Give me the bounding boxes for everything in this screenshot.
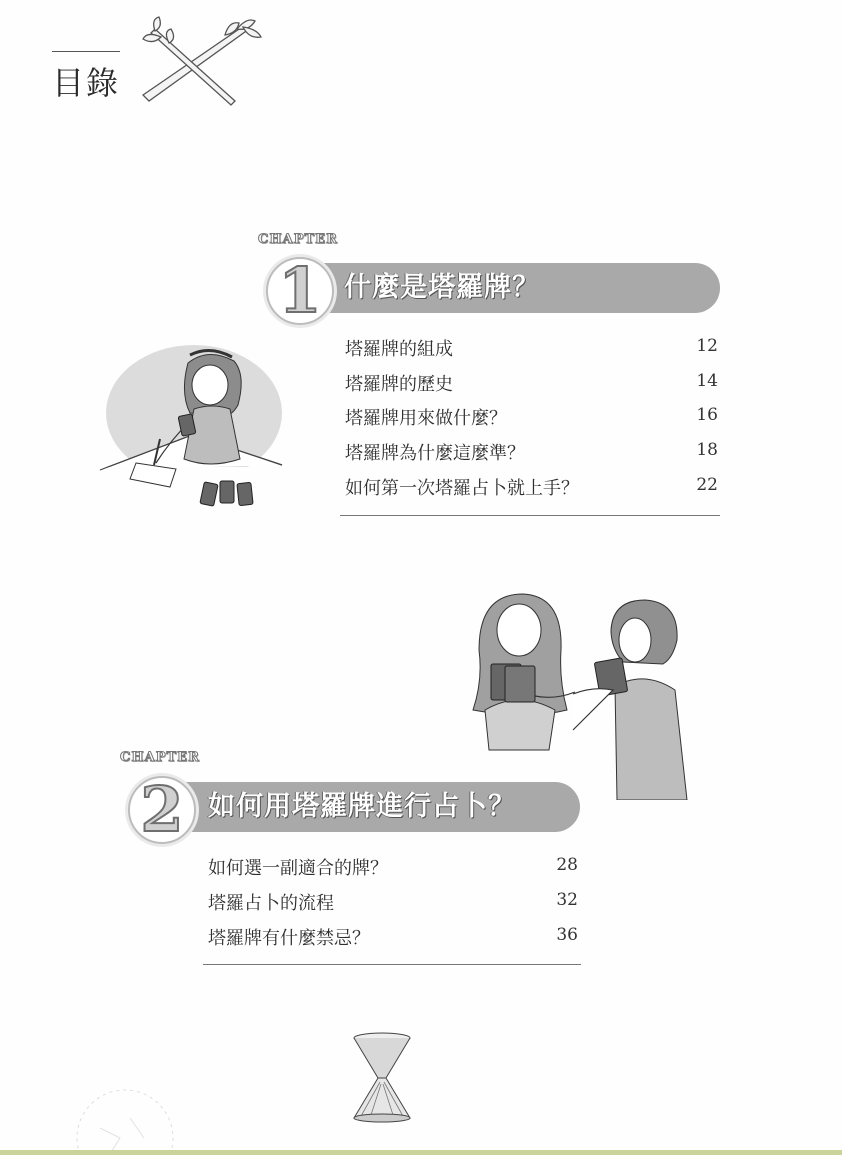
toc-entry-page: 14 bbox=[696, 371, 718, 391]
toc-entry-title[interactable]: 塔羅牌的歷史 bbox=[345, 374, 453, 395]
page-title: 目錄 bbox=[52, 64, 121, 102]
woman-with-cards-illustration bbox=[96, 335, 286, 515]
chapter2-divider bbox=[203, 964, 581, 965]
chapter2-title: 如何用塔羅牌進行占卜？ bbox=[208, 791, 516, 822]
toc-entry-title[interactable]: 塔羅牌的組成 bbox=[345, 339, 453, 360]
toc-entry-page: 16 bbox=[696, 405, 718, 425]
chapter2-label: CHAPTER bbox=[120, 750, 200, 765]
toc-entry-page: 22 bbox=[696, 475, 718, 495]
two-women-with-cards-illustration bbox=[465, 590, 695, 800]
chapter2-title-bar[interactable] bbox=[160, 782, 580, 832]
chapter2-number: 2 bbox=[140, 773, 184, 846]
toc-entry-title[interactable]: 如何選一副適合的牌？ bbox=[208, 858, 388, 879]
chapter1-label: CHAPTER bbox=[258, 232, 338, 247]
chapter2-number-badge bbox=[128, 773, 196, 846]
chapter1-number: 1 bbox=[278, 254, 322, 327]
chapter1-title-bar[interactable] bbox=[300, 263, 720, 313]
chapter1-divider bbox=[340, 515, 720, 516]
bottom-accent-strip bbox=[0, 1150, 842, 1155]
chapter1-number-badge bbox=[266, 254, 334, 327]
toc-entry-title[interactable]: 塔羅占卜的流程 bbox=[208, 893, 334, 914]
hourglass-icon bbox=[350, 1032, 414, 1124]
toc-entry-page: 18 bbox=[696, 440, 718, 460]
faint-seal-decoration bbox=[70, 1078, 180, 1155]
header-rule bbox=[52, 51, 120, 52]
chapter1-title: 什麼是塔羅牌？ bbox=[344, 272, 540, 303]
toc-entry-page: 28 bbox=[556, 855, 578, 875]
crossed-branches-icon bbox=[125, 15, 275, 110]
toc-entry-title[interactable]: 如何第一次塔羅占卜就上手？ bbox=[345, 478, 579, 499]
toc-entry-title[interactable]: 塔羅牌有什麼禁忌？ bbox=[208, 928, 370, 949]
toc-entry-page: 12 bbox=[696, 336, 718, 356]
toc-entry-page: 32 bbox=[556, 890, 578, 910]
toc-entry-title[interactable]: 塔羅牌為什麼這麼準？ bbox=[345, 443, 525, 464]
toc-entry-title[interactable]: 塔羅牌用來做什麼？ bbox=[345, 408, 507, 429]
toc-entry-page: 36 bbox=[556, 925, 578, 945]
